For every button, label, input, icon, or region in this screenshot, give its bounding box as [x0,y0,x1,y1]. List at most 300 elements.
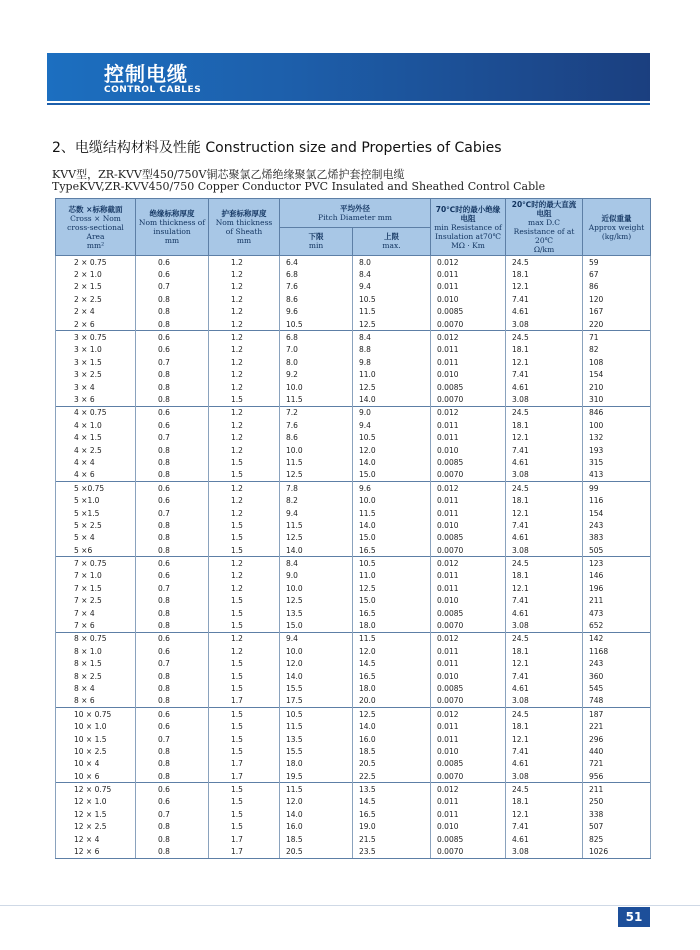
table-cell: 15.5 [280,745,353,757]
table-cell: 14.5 [353,658,431,670]
table-cell: 10.5 [353,557,431,570]
table-cell: 18.0 [280,758,353,770]
table-cell: 0.011 [431,494,506,506]
table-cell: 20.5 [280,845,353,858]
table-row [56,645,651,657]
table-cell: 10 × 1.5 [56,733,136,745]
table-cell: 0.011 [431,268,506,280]
header-title-cn: 控制电缆 [104,62,188,86]
table-cell: 1.2 [209,381,280,393]
table-cell: 440 [583,745,651,757]
table-cell: 108 [583,356,651,368]
table-cell: 0.0085 [431,833,506,845]
table-cell: 10.0 [280,582,353,594]
table-cell: 7 × 0.75 [56,557,136,570]
table-cell: 0.8 [136,695,209,708]
table-cell: 3 × 6 [56,393,136,406]
table-cell: 211 [583,783,651,796]
table-row [56,419,651,431]
table-row [56,695,651,708]
header-sheath-en: Nom thickness of Sheath [215,218,273,236]
header-resistance20-en: max D.C Resistance of at 20℃ [513,218,575,245]
table-cell: 1.5 [209,619,280,632]
table-cell: 956 [583,770,651,783]
table-cell: 0.012 [431,482,506,495]
subtitle-en: TypeKVV,ZR-KVV450/750 Copper Conductor PVC Insulated and Sheathed Control Cable [52,180,546,193]
table-cell: 0.010 [431,444,506,456]
table-cell: 338 [583,808,651,820]
table-cell: 0.8 [136,833,209,845]
table-cell: 15.5 [280,682,353,694]
table-cell: 8.0 [353,256,431,269]
table-cell: 0.011 [431,645,506,657]
table-cell: 0.012 [431,256,506,269]
table-cell: 123 [583,557,651,570]
table-cell: 1.2 [209,293,280,305]
table-cell: 0.8 [136,469,209,482]
table-cell: 3.08 [506,544,583,557]
table-cell: 1.5 [209,607,280,619]
table-row [56,708,651,721]
table-row [56,532,651,544]
table-cell: 193 [583,444,651,456]
table-row [56,821,651,833]
header-banner [47,53,650,101]
table-cell: 0.8 [136,519,209,531]
table-cell: 8 × 0.75 [56,632,136,645]
table-cell: 0.011 [431,720,506,732]
table-cell: 1.2 [209,331,280,344]
table-cell: 9.6 [353,482,431,495]
table-cell: 7.41 [506,293,583,305]
table-cell: 3.08 [506,695,583,708]
spec-table [55,198,651,859]
table-cell: 0.6 [136,708,209,721]
table-cell: 296 [583,733,651,745]
table-cell: 7.41 [506,670,583,682]
table-cell: 1.2 [209,281,280,293]
table-cell: 15.0 [353,595,431,607]
table-cell: 1.2 [209,256,280,269]
table-cell: 0.012 [431,406,506,419]
table-cell: 7.41 [506,519,583,531]
table-cell: 0.011 [431,570,506,582]
table-cell: 1.2 [209,444,280,456]
table-row [56,456,651,468]
table-row [56,406,651,419]
table-cell: 0.010 [431,293,506,305]
table-row [56,670,651,682]
table-cell: 1.5 [209,670,280,682]
table-row [56,494,651,506]
table-cell: 0.011 [431,507,506,519]
table-cell: 11.0 [353,369,431,381]
subtitle-cn: KVV型，ZR-KVV型450/750V铜芯聚氯乙烯绝缘聚氯乙烯护套控制电缆 [52,168,405,181]
table-row [56,331,651,344]
table-cell: 120 [583,293,651,305]
table-cell: 24.5 [506,256,583,269]
table-cell: 1.5 [209,783,280,796]
table-cell: 12 × 1.0 [56,796,136,808]
table-cell: 146 [583,570,651,582]
table-cell: 1.2 [209,582,280,594]
table-cell: 0.7 [136,808,209,820]
table-cell: 0.8 [136,293,209,305]
table-cell: 8 × 1.5 [56,658,136,670]
table-cell: 2 × 1.5 [56,281,136,293]
table-cell: 8.6 [280,431,353,443]
table-cell: 8.2 [280,494,353,506]
table-cell: 0.012 [431,632,506,645]
header-dia-min-cn: 下限 [308,232,324,242]
table-cell: 12.5 [280,469,353,482]
table-cell: 24.5 [506,632,583,645]
table-cell: 9.4 [353,419,431,431]
table-cell: 10 × 6 [56,770,136,783]
table-cell: 18.1 [506,494,583,506]
header-weight [583,199,651,256]
table-row [56,507,651,519]
table-cell: 1.2 [209,570,280,582]
table-cell: 0.8 [136,670,209,682]
table-cell: 24.5 [506,783,583,796]
table-cell: 16.5 [353,607,431,619]
table-cell: 9.4 [280,632,353,645]
table-cell: 221 [583,720,651,732]
table-cell: 1.7 [209,770,280,783]
table-cell: 3.08 [506,393,583,406]
table-cell: 86 [583,281,651,293]
table-cell: 7.0 [280,344,353,356]
table-row [56,519,651,531]
table-cell: 22.5 [353,770,431,783]
table-cell: 1.5 [209,682,280,694]
table-cell: 12.1 [506,431,583,443]
table-cell: 0.012 [431,331,506,344]
table-cell: 3.08 [506,770,583,783]
table-cell: 20.5 [353,758,431,770]
table-cell: 12.0 [353,444,431,456]
table-cell: 1.2 [209,557,280,570]
table-cell: 7 × 1.5 [56,582,136,594]
table-cell: 11.5 [353,507,431,519]
table-cell: 0.011 [431,419,506,431]
table-cell: 1.2 [209,406,280,419]
table-cell: 8.8 [353,344,431,356]
table-cell: 1.2 [209,356,280,368]
table-cell: 4.61 [506,833,583,845]
table-cell: 14.0 [353,720,431,732]
table-cell: 12 × 4 [56,833,136,845]
table-cell: 0.7 [136,431,209,443]
table-cell: 0.0070 [431,845,506,858]
table-cell: 17.5 [280,695,353,708]
table-cell: 0.011 [431,344,506,356]
table-row [56,293,651,305]
table-cell: 13.5 [353,783,431,796]
table-row [56,268,651,280]
table-cell: 4 × 6 [56,469,136,482]
header-sheath-cn: 护套标称厚度 [221,209,267,218]
table-cell: 243 [583,658,651,670]
table-cell: 12.1 [506,582,583,594]
table-cell: 10.5 [280,318,353,331]
table-cell: 1.5 [209,456,280,468]
table-cell: 1.7 [209,695,280,708]
header-insulation-en: Nom thickness of insulation [138,218,206,236]
header-resistance20-cn: 20℃时的最大直流电阻 [511,200,577,218]
table-cell: 67 [583,268,651,280]
table-cell: 3.08 [506,845,583,858]
table-cell: 3 × 1.0 [56,344,136,356]
table-cell: 0.010 [431,519,506,531]
table-cell: 315 [583,456,651,468]
table-cell: 3 × 2.5 [56,369,136,381]
table-cell: 1.5 [209,808,280,820]
table-row [56,658,651,670]
table-cell: 0.7 [136,281,209,293]
table-cell: 1.2 [209,632,280,645]
table-cell: 9.2 [280,369,353,381]
table-cell: 0.012 [431,557,506,570]
table-cell: 0.6 [136,570,209,582]
table-row [56,682,651,694]
table-cell: 18.1 [506,570,583,582]
table-cell: 10.5 [280,708,353,721]
header-sheath [209,199,280,256]
table-cell: 8.4 [353,331,431,344]
table-cell: 14.5 [353,796,431,808]
table-cell: 15.0 [353,532,431,544]
table-cell: 0.010 [431,745,506,757]
table-cell: 7.6 [280,419,353,431]
header-section-unit: mm² [86,240,105,250]
table-cell: 0.011 [431,808,506,820]
table-cell: 0.010 [431,821,506,833]
table-row [56,619,651,632]
table-row [56,318,651,331]
table-cell: 14.0 [353,519,431,531]
table-cell: 24.5 [506,708,583,721]
header-insulation-cn: 绝缘标称厚度 [149,209,195,218]
table-cell: 0.0085 [431,758,506,770]
table-cell: 1.2 [209,507,280,519]
table-cell: 0.8 [136,595,209,607]
table-cell: 4 × 1.5 [56,431,136,443]
table-cell: 4 × 4 [56,456,136,468]
table-cell: 9.4 [353,281,431,293]
table-cell: 12 × 1.5 [56,808,136,820]
header-weight-unit: (kg/km) [601,231,632,241]
table-cell: 1.2 [209,318,280,331]
table-cell: 10.0 [280,444,353,456]
table-cell: 1.5 [209,658,280,670]
table-cell: 1.2 [209,482,280,495]
table-cell: 0.8 [136,456,209,468]
table-cell: 0.6 [136,406,209,419]
header-weight-en: Approx weight [588,222,645,232]
page-number: 51 [618,907,650,927]
header-resistance70-en: min Resistance of Insulation at70℃ [434,222,502,241]
header-diameter-cn: 平均外径 [340,203,370,213]
table-cell: 0.6 [136,256,209,269]
table-cell: 14.0 [353,456,431,468]
table-cell: 3.08 [506,318,583,331]
table-row [56,607,651,619]
header-resistance70 [431,199,506,256]
table-cell: 10.5 [353,431,431,443]
table-cell: 8 × 6 [56,695,136,708]
table-cell: 8 × 2.5 [56,670,136,682]
table-cell: 12.5 [353,582,431,594]
header-diameter [280,199,431,228]
table-row [56,570,651,582]
table-cell: 12.5 [353,318,431,331]
table-cell: 0.8 [136,682,209,694]
table-cell: 7.41 [506,745,583,757]
table-cell: 16.5 [353,544,431,557]
table-cell: 1.5 [209,469,280,482]
table-cell: 99 [583,482,651,495]
table-cell: 0.8 [136,544,209,557]
table-cell: 1.5 [209,544,280,557]
table-cell: 24.5 [506,557,583,570]
table-cell: 1.5 [209,595,280,607]
table-cell: 243 [583,519,651,531]
table-cell: 187 [583,708,651,721]
table-cell: 20.0 [353,695,431,708]
table-cell: 0.0085 [431,381,506,393]
header-resistance70-unit: MΩ · Km [451,240,485,250]
table-cell: 10.0 [280,645,353,657]
table-cell: 210 [583,381,651,393]
table-cell: 18.1 [506,720,583,732]
table-cell: 12.1 [506,808,583,820]
table-cell: 4.61 [506,532,583,544]
table-cell: 167 [583,306,651,318]
table-cell: 7.41 [506,821,583,833]
table-cell: 11.5 [280,783,353,796]
table-cell: 0.6 [136,632,209,645]
header-insulation [136,199,209,256]
table-cell: 721 [583,758,651,770]
table-cell: 1.5 [209,393,280,406]
table-cell: 7 × 6 [56,619,136,632]
table-cell: 5 ×6 [56,544,136,557]
table-cell: 18.1 [506,344,583,356]
table-cell: 0.6 [136,494,209,506]
table-cell: 0.7 [136,582,209,594]
table-cell: 1.5 [209,720,280,732]
header-diameter-en: Pitch Diameter mm [318,212,392,222]
table-row [56,482,651,495]
table-cell: 4.61 [506,381,583,393]
table-cell: 0.011 [431,281,506,293]
table-row [56,783,651,796]
table-cell: 14.0 [280,544,353,557]
table-cell: 1.2 [209,419,280,431]
table-cell: 0.0085 [431,306,506,318]
table-cell: 12.0 [280,658,353,670]
table-cell: 0.6 [136,645,209,657]
header-sheath-unit: mm [236,236,252,245]
table-cell: 0.8 [136,821,209,833]
table-cell: 18.1 [506,796,583,808]
table-cell: 19.5 [280,770,353,783]
table-cell: 132 [583,431,651,443]
header-dia-min-en: min [308,241,324,251]
table-cell: 0.011 [431,796,506,808]
table-cell: 7.8 [280,482,353,495]
table-cell: 24.5 [506,331,583,344]
table-cell: 0.012 [431,708,506,721]
table-cell: 18.0 [353,682,431,694]
table-cell: 14.0 [280,808,353,820]
table-cell: 1.5 [209,708,280,721]
table-cell: 1.5 [209,532,280,544]
table-cell: 0.0085 [431,532,506,544]
table-cell: 82 [583,344,651,356]
table-cell: 1.7 [209,833,280,845]
table-cell: 142 [583,632,651,645]
table-cell: 0.6 [136,557,209,570]
table-cell: 12.1 [506,281,583,293]
table-row [56,557,651,570]
table-cell: 12 × 0.75 [56,783,136,796]
table-row [56,845,651,858]
table-cell: 0.8 [136,393,209,406]
table-cell: 5 × 2.5 [56,519,136,531]
header-weight-cn: 近似重量 [601,213,632,223]
table-cell: 0.8 [136,306,209,318]
table-cell: 100 [583,419,651,431]
table-cell: 1.5 [209,519,280,531]
table-cell: 1.2 [209,431,280,443]
table-cell: 14.0 [353,393,431,406]
table-row [56,632,651,645]
table-cell: 211 [583,595,651,607]
table-cell: 12.1 [506,733,583,745]
table-cell: 7.41 [506,595,583,607]
header-title-en: CONTROL CABLES [104,85,202,95]
table-cell: 250 [583,796,651,808]
table-cell: 9.6 [280,306,353,318]
table-cell: 3 × 4 [56,381,136,393]
table-cell: 383 [583,532,651,544]
table-cell: 11.5 [353,306,431,318]
table-cell: 15.0 [280,619,353,632]
table-cell: 21.5 [353,833,431,845]
table-cell: 5 ×0.75 [56,482,136,495]
table-row [56,833,651,845]
table-row [56,256,651,269]
table-cell: 0.8 [136,845,209,858]
table-row [56,544,651,557]
table-cell: 7 × 2.5 [56,595,136,607]
table-cell: 71 [583,331,651,344]
table-cell: 18.5 [353,745,431,757]
table-cell: 1.7 [209,758,280,770]
table-cell: 0.8 [136,369,209,381]
header-section-cn: 芯数 ×标称截面 [68,204,123,214]
table-cell: 16.5 [353,670,431,682]
table-cell: 4 × 1.0 [56,419,136,431]
table-cell: 6.4 [280,256,353,269]
table-row [56,808,651,820]
header-dia-max-en: max. [382,241,401,251]
table-cell: 8.4 [280,557,353,570]
table-cell: 0.8 [136,381,209,393]
